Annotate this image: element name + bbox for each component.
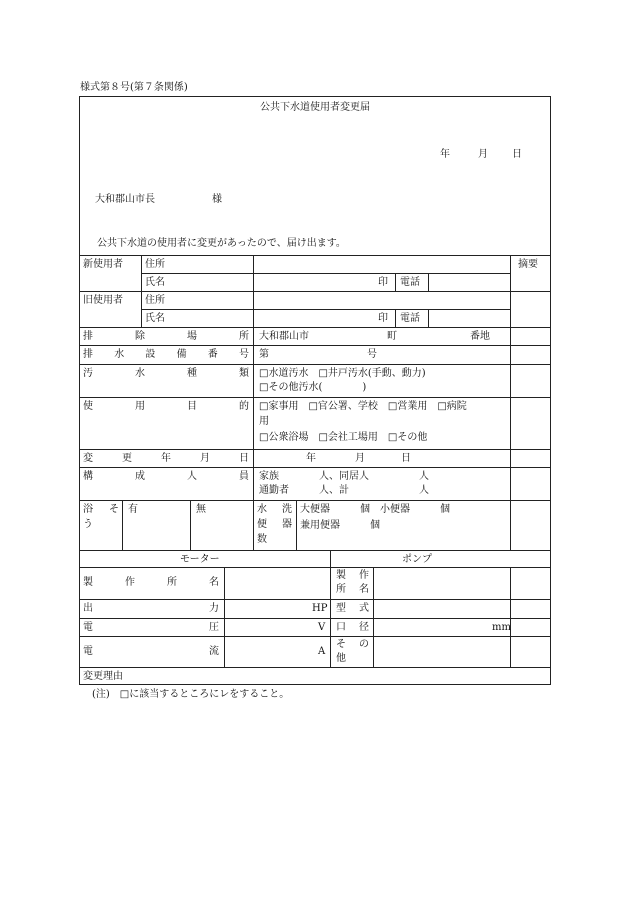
change-date-day: 日 [401,453,411,464]
toilets-line1: 大便器 個 小便器 個 [300,504,450,515]
intro-text: 公共下水道の使用者に変更があったので、届け出ます。 [97,238,346,249]
motor-header: モーター [180,554,220,565]
change-date-month: 月 [355,453,365,464]
pump-manufacturer-label-1: 製 作 [336,570,369,581]
bath-no: 無 [196,504,206,515]
motor-manufacturer-label: 製 作 所 名 [83,577,219,588]
date-year: 年 [440,149,450,160]
form-number: 様式第８号(第７条関係) [80,82,188,93]
pump-bore-label: 口 径 [336,622,369,633]
old-user-label: 旧使用者 [83,295,123,306]
pump-manufacturer-label-2: 所 名 [336,584,369,595]
bath-label-2: う [83,519,93,530]
members-line2: 通勤者 人、計 人 [259,485,429,496]
pump-header: ポンプ [402,554,432,565]
change-reason-label: 変更理由 [83,671,123,682]
change-date-year: 年 [306,453,316,464]
purpose-options-line1: □家事用 □官公署、学校 □営業用 □病院 [259,401,467,412]
drain-city: 大和郡山市 [259,331,309,342]
new-user-seal: 印 [378,277,388,288]
purpose-label: 使 用 目 的 [83,401,249,412]
drain-lot: 番地 [470,331,490,342]
a-unit: A [318,646,326,657]
old-user-seal: 印 [378,313,388,324]
bath-yes: 有 [128,504,138,515]
purpose-options-line3: □公衆浴場 □会社工場用 □その他 [259,432,428,443]
old-user-name-label: 氏名 [145,313,165,324]
sewage-options-line2: □その他汚水( ) [259,382,367,393]
toilet-count-label-3: 数 [257,534,267,545]
equip-prefix: 第 [259,349,269,360]
members-line1: 家族 人、同居人 人 [259,471,429,482]
v-unit: V [318,622,326,633]
addressee-honorific: 様 [212,194,222,205]
sewage-type-label: 汚 水 種 類 [83,368,249,379]
form-title: 公共下水道使用者変更届 [260,102,370,113]
remarks-label: 摘要 [518,259,538,270]
toilet-count-label-1: 水 洗 [257,504,292,515]
pump-other-label-1: そ の [336,639,369,650]
new-user-label: 新使用者 [83,259,123,270]
purpose-options-line2: 用 [259,416,269,427]
toilet-count-label-2: 便 器 [257,519,292,530]
hp-unit: HP [312,603,328,614]
motor-output-label: 出 力 [83,603,219,614]
change-date-label: 変 更 年 月 日 [83,453,249,464]
mm-unit: mm [492,622,511,633]
pump-other-label-2: 他 [336,653,346,664]
motor-current-label: 電 流 [83,646,219,657]
addressee-name: 大和郡山市長 [95,194,155,205]
equip-suffix: 号 [367,349,377,360]
bath-label: 浴 そ [83,504,119,515]
old-user-address-label: 住所 [145,295,165,306]
date-month: 月 [478,149,488,160]
footnote: (注) □に該当するところにレをすること。 [92,689,290,700]
date-day: 日 [512,149,522,160]
sewage-options-line1: □水道汚水 □井戸汚水(手動、動力) [259,368,426,379]
members-label: 構 成 人 員 [83,471,249,482]
new-user-address-label: 住所 [145,259,165,270]
new-user-name-label: 氏名 [145,277,165,288]
toilets-line2: 兼用便器 個 [300,520,380,531]
drain-location-label: 排 除 場 所 [83,331,249,342]
motor-voltage-label: 電 圧 [83,622,219,633]
equipment-no-label: 排 水 設 備 番 号 [83,349,249,360]
pump-model-label: 型 式 [336,603,369,614]
old-user-phone-label: 電話 [400,313,420,324]
drain-town: 町 [387,331,397,342]
new-user-phone-label: 電話 [400,277,420,288]
